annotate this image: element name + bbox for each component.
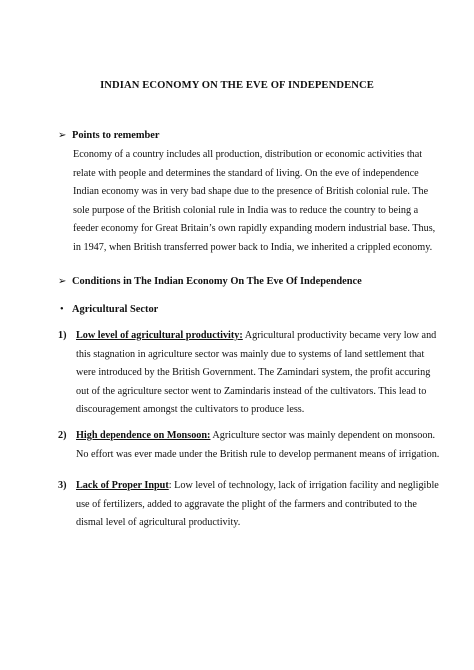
item-first-line	[76, 327, 436, 346]
list-item	[58, 427, 458, 467]
item-number: 2)	[58, 430, 67, 441]
item-line: discouragement amongst the cultivators to produce less.	[76, 404, 305, 416]
item-lead-term: Lack of Proper Input	[76, 480, 169, 491]
points-heading	[58, 130, 160, 141]
paragraph-line: relate with people and determines the standard of living. On the eve of independence	[73, 167, 419, 179]
list-item	[58, 327, 458, 417]
item-first-line	[76, 427, 439, 446]
conditions-heading	[58, 276, 362, 287]
paragraph-line: Economy of a country includes all production, distribution or economic activities that	[73, 149, 423, 160]
list-item	[58, 477, 458, 537]
item-line: were introduced by the British Government. The Zamindari system, the profit accuring	[76, 367, 431, 379]
paragraph-line: sole purpose of the British colonial rule in India was to reduce the country to being a	[73, 204, 419, 216]
item-line: use of fertilizers, added to aggravate the plight of the farmers and contributed to the	[76, 498, 417, 510]
conditions-heading-text: Conditions in The Indian Economy On The Eve Of Independence	[72, 276, 362, 287]
item-line: this stagnation in agriculture sector was mainly due to systems of land settlement that	[76, 348, 425, 360]
agricultural-sector-heading	[60, 304, 158, 315]
item-first-line	[76, 477, 439, 496]
arrow-bullet-icon: ➢	[58, 130, 67, 141]
item-lead-term: Low level of agricultural productivity:	[76, 330, 243, 341]
item-body	[76, 477, 439, 533]
item-number: 3)	[58, 480, 67, 491]
item-line: No effort was ever made under the British rule to develop permanent means of irrigation.	[76, 448, 440, 460]
item-first-line-rest: : Low level of technology, lack of irrigation facility and negligible	[168, 480, 439, 491]
item-lead-term: High dependence on Monsoon:	[76, 430, 211, 441]
bullet-dot-icon: •	[60, 304, 64, 315]
document-title: INDIAN ECONOMY ON THE EVE OF INDEPENDENCE	[100, 80, 374, 91]
points-heading-text: Points to remember	[72, 130, 160, 141]
item-first-line-rest: Agricultural productivity became very low and	[242, 330, 437, 341]
item-line: out of the agriculture sector went to Zamindaris instead of the cultivators. This lead to	[76, 385, 427, 397]
paragraph-line: in 1947, when British transferred power back to India, we inherited a crippled economy.	[73, 241, 433, 253]
paragraph-line: feeder economy for Great Britain’s own rapidly expanding modern industrial base. Thus,	[73, 223, 436, 235]
item-first-line-rest: Agriculture sector was mainly dependent on monsoon.	[210, 430, 436, 441]
paragraph-line: Indian economy was in very bad shape due to the presence of British colonial rule. The	[73, 186, 429, 198]
item-number: 1)	[58, 330, 67, 341]
item-line: dismal level of agricultural productivity.	[76, 517, 241, 529]
agricultural-sector-text: Agricultural Sector	[72, 304, 159, 315]
arrow-bullet-icon: ➢	[58, 276, 67, 287]
item-body	[76, 427, 439, 464]
points-paragraph	[73, 146, 435, 258]
item-body	[76, 327, 436, 420]
